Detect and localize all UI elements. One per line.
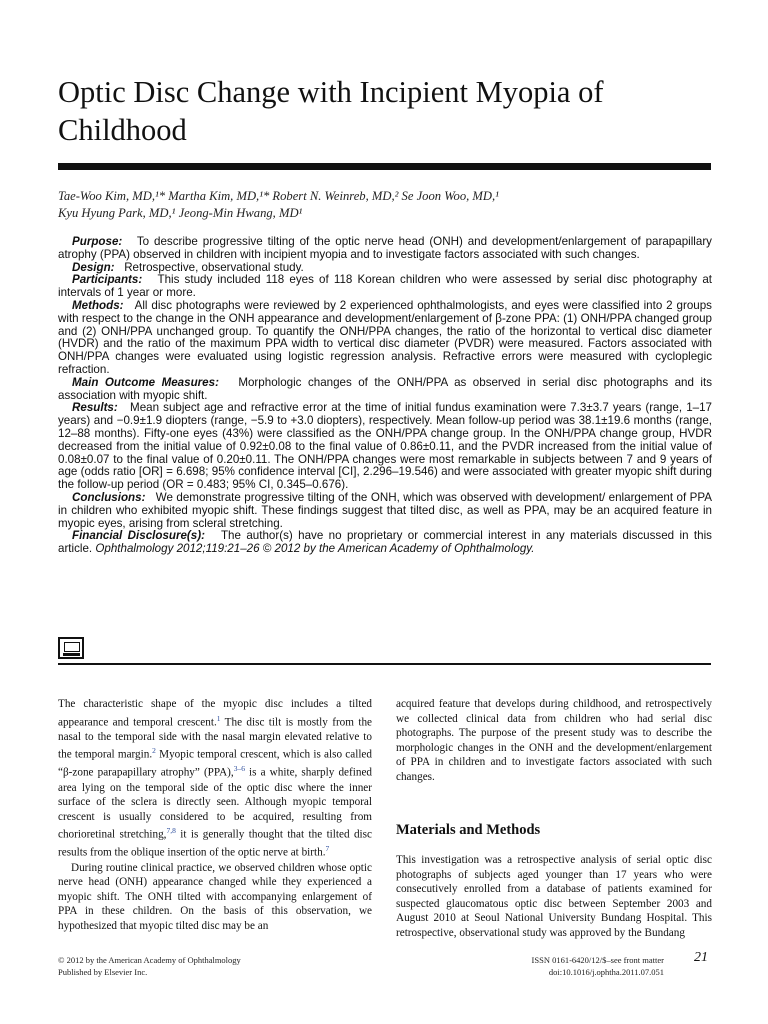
body-text: The characteristic shape of the myopic disc includes a tilted appearance and temporal crescent.: [58, 698, 372, 729]
abstract-results: [58, 402, 712, 492]
section-heading-materials-methods: Materials and Methods: [396, 822, 541, 838]
abstract-text: Mean subject age and refractive error at the time of initial fundus examination were 7.3±3.7 years (range, 1–17 years) and −0.9±1.9 diopters (range, −5.9 to +3.0 diopters), respectively. Mean follow-up period was 38.1±19.6 months (range, 12–88 months). Fifty-one eyes (43%) were classified as the ONH/PPA change group. In the ONH/PPA change group, HVDR decreased from the initial value of 0.92±0.08 to the final value of 0.86±0.11, and the PVDR increased from the initial value of 0.08±0.07 to the final value of 0.20±0.11. The ONH/PPA changes were most remarkable in subjects between 7 and 9 years of age (odds ratio [OR] = 6.698; 95% confidence interval [CI], 2.296–19.546) and were associated with greater myopic shift during the follow-up period (OR = 0.483; 95% CI, 0.345–0.676).: [58, 401, 712, 492]
abstract-label: Results:: [72, 401, 118, 415]
abstract-conclusions: [58, 492, 712, 530]
body-paragraph: acquired feature that develops during childhood, and retrospectively we collected clinical data from children who had serial disc photographs. The purpose of the present study was to describe the morphologic changes in the ONH and the development/enlargement of PPA in children and to investigate factors associated with such changes.: [396, 698, 712, 783]
abstract-text: All disc photographs were reviewed by 2 experienced ophthalmologists, and eyes were classified into 2 groups with respect to the change in the ONH appearance and development/enlargement of β-zone PPA: (1) ONH/PPA changed group and (2) ONH/PPA unchanged group. To quantify the ONH/PPA changes, the ratio of the horizontal to vertical disc diameter (HVDR) and the ratio of the maximum PPA width to vertical disc diameter (PVDR) were measured. Factors associated with ONH/PPA changes were evaluated using logistic regression analysis. Refractive errors were measured with cycloplegic refraction.: [58, 298, 712, 376]
abstract-text: Morphologic changes of the ONH/PPA as observed in serial disc photographs and its association with myopic shift.: [58, 375, 712, 402]
abstract-participants: [58, 274, 712, 300]
abstract-label: Methods:: [72, 298, 124, 312]
footer-doi[interactable]: doi:10.1016/j.ophtha.2011.07.051: [548, 966, 664, 977]
body-column-left: [58, 697, 372, 933]
footer-copyright-line: © 2012 by the American Academy of Ophthalmology: [58, 955, 241, 965]
abstract-financial-disclosure: [58, 530, 712, 556]
author-line-1: Tae-Woo Kim, MD,¹* Martha Kim, MD,¹* Robert N. Weinreb, MD,² Se Joon Woo, MD,¹: [58, 189, 499, 203]
body-text: Myopic temporal crescent, which is also called “β-zone parapapillary atrophy” (PPA),: [58, 748, 372, 780]
abstract-text: The author(s) have no proprietary or commercial interest in any materials discussed in this article.: [58, 529, 712, 556]
abstract: [58, 236, 712, 556]
reference-link[interactable]: 1: [216, 713, 221, 723]
body-text: The disc tilt is mostly from the nasal to the temporal side with the nasal margin elevated relative to the temporal margin.: [58, 716, 373, 761]
article-title: Optic Disc Change with Incipient Myopia of Childhood: [58, 75, 604, 147]
abstract-label: Purpose:: [72, 235, 123, 248]
page-number: 21: [694, 950, 708, 965]
abstract-text: Retrospective, observational study.: [124, 260, 304, 274]
body-text: it is generally thought that the tilted disc results from the oblique insertion of the optic nerve at birth.: [58, 828, 372, 860]
author-list: [58, 188, 718, 222]
abstract-text: We demonstrate progressive tilting of the ONH, which was observed with development/ enlargement of PPA in children who exhibited myopic shift. These findings suggest that tilted disc, as well as PPA, may be an acquired feature in myopic eyes, arising from scleral stretching.: [58, 490, 712, 530]
abstract-label: Conclusions:: [72, 490, 146, 504]
monitor-base-shape: [63, 653, 80, 656]
monitor-screen-shape: [64, 642, 80, 652]
abstract-label: Design:: [72, 260, 115, 274]
body-paragraph: During routine clinical practice, we observed children whose optic nerve head (ONH) appearance changed while they experienced a myopic shift. The ONH tilted with accompanying enlargement of PPA in these children. On the basis of this observation, we hypothesized that myopic tilted disc may be an: [58, 861, 372, 932]
online-content-icon: [58, 637, 84, 659]
title-divider: [58, 163, 711, 170]
body-text: is a white, sharply defined area lying on the temporal side of the optic disc where the inner surface of the sclera is directly seen. Although myopic temporal crescent is usually considered to be acquired, resulting from chorioretinal stretching,: [58, 767, 373, 841]
abstract-methods: [58, 300, 712, 377]
abstract-main-outcome: [58, 377, 712, 403]
reference-link[interactable]: 2: [152, 746, 156, 756]
body-paragraph: [58, 697, 372, 861]
body-column-right-methods: [396, 853, 712, 940]
reference-link[interactable]: 7: [325, 844, 330, 854]
footer-publisher-line: Published by Elsevier Inc.: [58, 966, 148, 977]
abstract-label: Main Outcome Measures:: [72, 375, 219, 389]
abstract-label: Financial Disclosure(s):: [72, 529, 205, 543]
abstract-text: This study included 118 eyes of 118 Korean children who were assessed by serial disc photography at intervals of 1 year or more.: [58, 273, 712, 300]
abstract-label: Participants:: [72, 273, 143, 287]
reference-link[interactable]: 7,8: [166, 826, 176, 836]
body-column-right-intro: [396, 697, 712, 784]
footer-issn: ISSN 0161-6420/12/$–see front matter: [531, 955, 664, 965]
footer-identifiers: [500, 955, 664, 978]
abstract-text: To describe progressive tilting of the optic nerve head (ONH) and development/enlargement of parapapillary atrophy (PPA) observed in children with incipient myopia and to investigate factors associated with such changes.: [58, 235, 712, 261]
abstract-purpose: [58, 236, 712, 262]
abstract-divider: [58, 663, 711, 665]
footer-copyright: [58, 955, 241, 978]
body-paragraph: This investigation was a retrospective analysis of serial optic disc photographs of subjects aged younger than 17 years who were consecutively enrolled from a database of patients examined for suspected glaucomatous optic disc between September 2003 and August 2010 at Seoul National University Bundang Hospital. This retrospective, observational study was approved by the Bundang: [396, 854, 712, 939]
reference-link[interactable]: 3–6: [233, 764, 245, 774]
journal-citation: Ophthalmology 2012;119:21–26 © 2012 by the American Academy of Ophthalmology.: [95, 542, 535, 556]
author-line-2: Kyu Hyung Park, MD,¹ Jeong-Min Hwang, MD¹: [58, 206, 303, 220]
